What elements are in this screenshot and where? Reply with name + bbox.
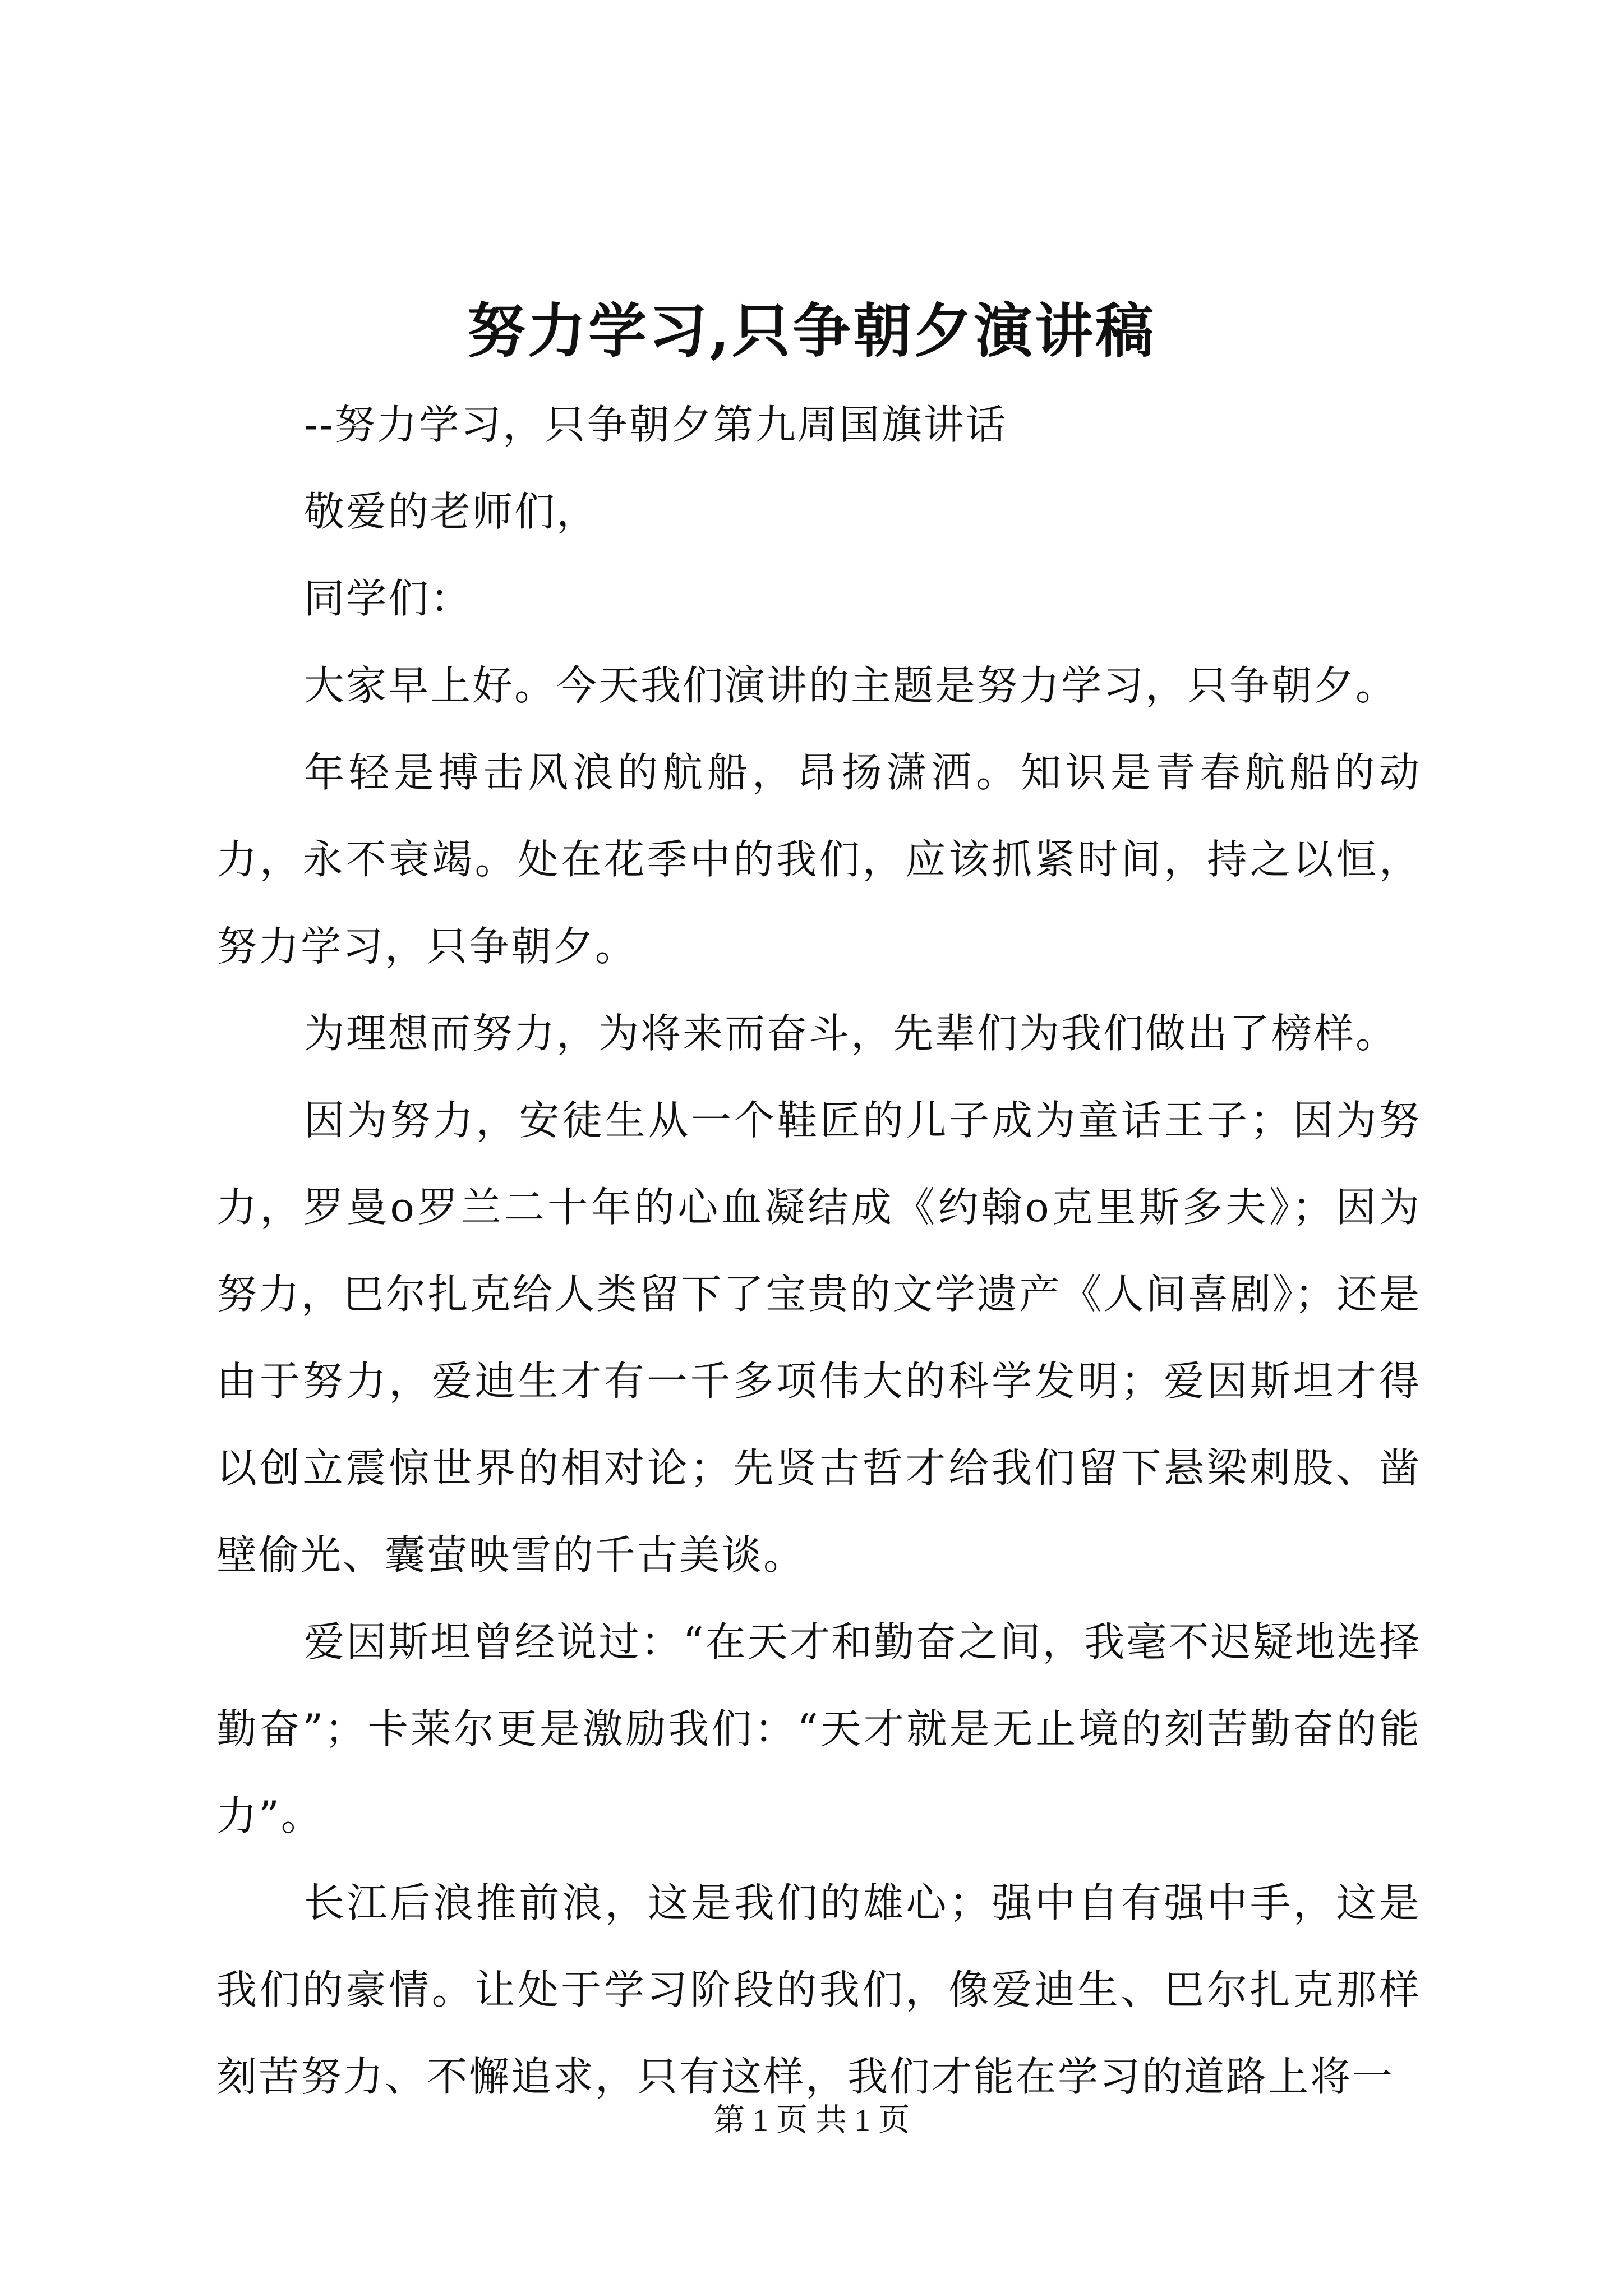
page-footer: 第 1 页 共 1 页: [713, 2103, 910, 2138]
body-paragraph: 爱因斯坦曾经说过：“在天才和勤奋之间，我毫不迟疑地选择勤奋”；卡莱尔更是激励我们：“天才就是无止境的刻苦勤奋的能力”。: [216, 1618, 1421, 1839]
body-paragraph: 为理想而努力，为将来而奋斗，先辈们为我们做出了榜样。: [304, 1010, 1398, 1057]
salutation-students: 同学们：: [304, 575, 473, 622]
body-paragraph: 因为努力，安徒生从一个鞋匠的儿子成为童话王子；因为努力，罗曼ο罗兰二十年的心血凝结成《约翰ο克里斯多夫》；因为努力，巴尔扎克给人类留下了宝贵的文学遗产《人间喜剧》；还是由于努力，爱迪生才有一千多项伟大的科学发明；爱因斯坦才得以创立震惊世界的相对论；先贤古哲才给我们留下悬梁刺股、凿壁偷光、囊萤映雪的千古美谈。: [216, 1097, 1421, 1579]
salutation-teachers: 敬爱的老师们，: [304, 488, 599, 535]
body-paragraph: 大家早上好。今天我们演讲的主题是努力学习，只争朝夕。: [304, 662, 1398, 709]
document-title: 努力学习,只争朝夕演讲稿: [467, 296, 1156, 365]
body-paragraph: 年轻是搏击风浪的航船，昂扬潇洒。知识是青春航船的动力，永不衰竭。处在花季中的我们，应该抓紧时间，持之以恒，努力学习，只争朝夕。: [216, 749, 1421, 970]
subtitle-paragraph: --努力学习，只争朝夕第九周国旗讲话: [304, 401, 1008, 448]
document-body: [216, 381, 1421, 2120]
body-paragraph: 长江后浪推前浪，这是我们的雄心；强中自有强中手，这是我们的豪情。让处于学习阶段的我们，像爱迪生、巴尔扎克那样刻苦努力、不懈追求，只有这样，我们才能在学习的道路上将一: [216, 1879, 1421, 2100]
